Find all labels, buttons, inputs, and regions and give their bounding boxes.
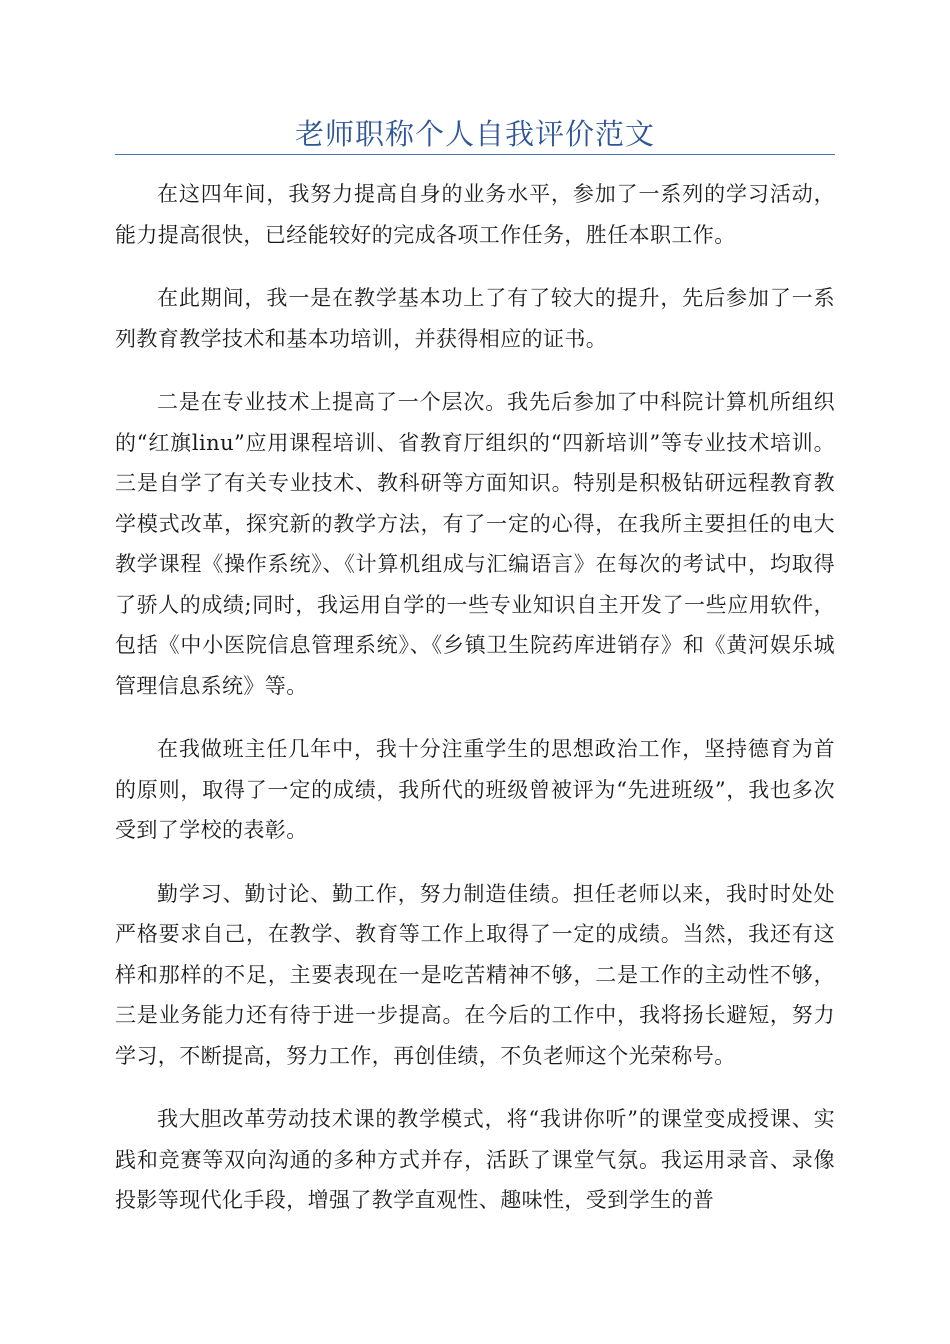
paragraph-6: 我大胆改革劳动技术课的教学模式，将“我讲你听”的课堂变成授课、实践和竞赛等双向沟通的多种方式并存，活跃了课堂气氛。我运用录音、录像投影等现代化手段，增强了教学直观性、趣味性，受到学生的普	[115, 1107, 835, 1212]
page-title: 老师职称个人自我评价范文	[294, 117, 655, 151]
paragraph-3: 二是在专业技术上提高了一个层次。我先后参加了中科院计算机所组织的“红旗linu”应用课程培训、省教育厅组织的“四新培训”等专业技术培训。三是自学了有关专业技术、教科研等方面知识。特别是积极钻研远程教育教学模式改革，探究新的教学方法，有了一定的心得，在我所主要担任的电大教学课程《操作系统》、《计算机组成与汇编语言》在每次的考试中，均取得了骄人的成绩;同时，我运用自学的一些专业知识自主开发了一些应用软件，包括《中小医院信息管理系统》、《乡镇卫生院药库进销存》和《黄河娱乐城管理信息系统》等。	[115, 390, 835, 698]
title-block	[115, 112, 835, 155]
paragraph-5: 勤学习、勤讨论、勤工作，努力制造佳绩。担任老师以来，我时时处处严格要求自己，在教学、教育等工作上取得了一定的成绩。当然，我还有这样和那样的不足，主要表现在一是吃苦精神不够，二是工作的主动性不够，三是业务能力还有待于进一步提高。在今后的工作中，我将扬长避短，努力学习，不断提高，努力工作，再创佳绩，不负老师这个光荣称号。	[115, 881, 835, 1068]
document-body	[115, 174, 835, 1244]
paragraph-4: 在我做班主任几年中，我十分注重学生的思想政治工作，坚持德育为首的原则，取得了一定的成绩，我所代的班级曾被评为“先进班级”，我也多次受到了学校的表彰。	[115, 737, 835, 842]
paragraph-1: 在这四年间，我努力提高自身的业务水平，参加了一系列的学习活动，能力提高很快，已经能较好的完成各项工作任务，胜任本职工作。	[115, 182, 835, 247]
paragraph-2: 在此期间，我一是在教学基本功上了有了较大的提升，先后参加了一系列教育教学技术和基本功培训，并获得相应的证书。	[115, 286, 835, 351]
